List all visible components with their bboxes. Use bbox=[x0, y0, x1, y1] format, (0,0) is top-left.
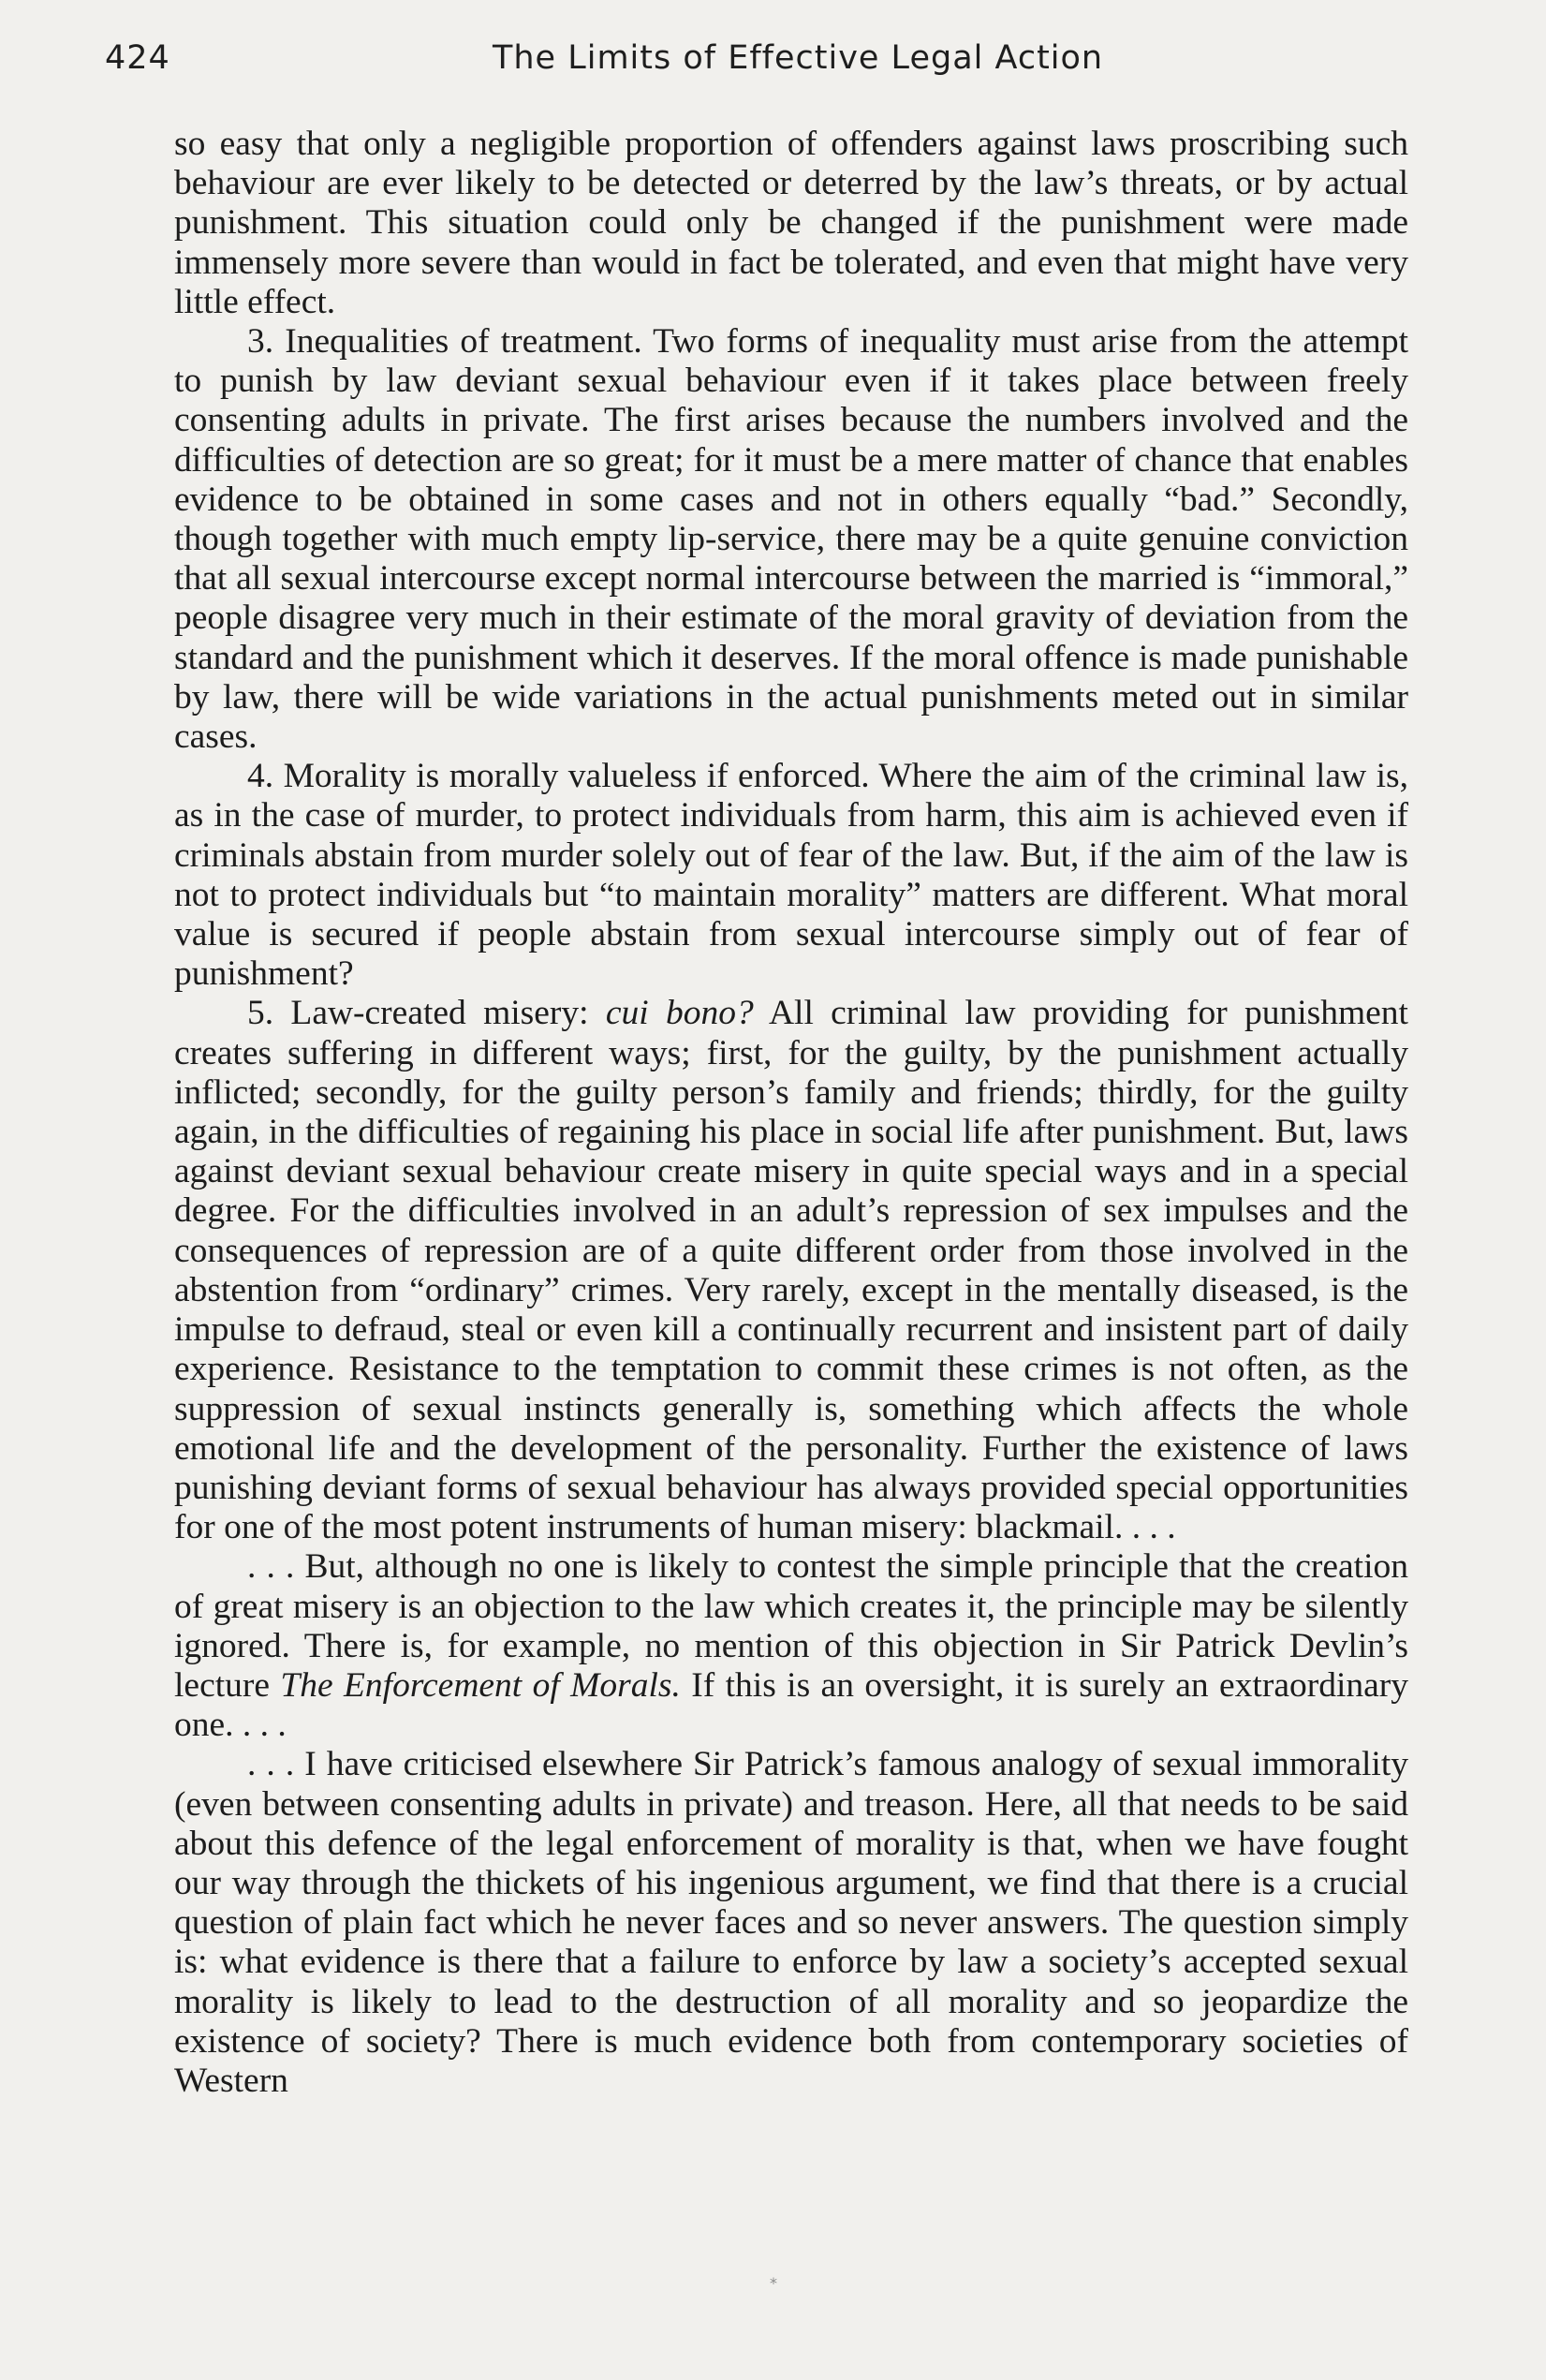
page-header bbox=[105, 39, 1416, 96]
text-run: . . . But, although no one is likely to contest the simple principle that the creation of great misery is an objection to the law which creates it, the principle may be silently ignored. There is, for example, no mention of this objection in Sir Patrick Devlin’s lecture bbox=[174, 1547, 1408, 1705]
page-number: 424 bbox=[105, 39, 170, 77]
paragraph-continuation: so easy that only a negligible proportion of offenders against laws proscribing such behaviour are ever likely to be detected or deterred by the law’s threats, or by actual punishment. This situation could only be changed if the punishment were made immensely more severe than would in fact be tolerated, and even that might have very little effect. bbox=[174, 125, 1408, 321]
paragraph-silently-ignored bbox=[174, 1547, 1408, 1745]
paragraph-law-created-misery bbox=[174, 994, 1408, 1547]
italic-book-title: The Enforcement of Morals. bbox=[280, 1665, 681, 1705]
body-text bbox=[174, 125, 1408, 2101]
text-run: 5. Law-created misery: bbox=[247, 994, 606, 1033]
paragraph-inequalities: 3. Inequalities of treatment. Two forms of inequality must arise from the attempt to punish by law deviant sexual behaviour even if it takes place between freely consenting adults in private. The first arises because the numbers involved and the difficulties of detection are so great; for it must be a mere matter of chance that enables evidence to be obtained in some cases and not in others equally “bad.” Secondly, though together with much empty lip-service, there may be a quite genuine conviction that all sexual intercourse except normal intercourse between the married is “immoral,” people disagree very much in their estimate of the moral gravity of deviation from the standard and the punishment which it deserves. If the moral offence is made punishable by law, there will be wide variations in the actual punishments meted out in similar cases. bbox=[174, 322, 1408, 757]
text-run: If this is an oversight, it is surely an extraordinary one. . . . bbox=[174, 1665, 1408, 1745]
paragraph-treason-analogy: . . . I have criticised elsewhere Sir Patrick’s famous analogy of sexual immorality (even between consenting adults in private) and treason. Here, all that needs to be said about this defence of the legal enforcement of morality is that, when we have fought our way through the thickets of his ingenious argument, we find that there is a crucial question of plain fact which he never faces and so never answers. The question simply is: what evidence is there that a failure to enforce by law a society’s accepted sexual morality is likely to lead to the destruction of all morality and so jeopardize the existence of society? There is much evidence both from contemporary societies of Western bbox=[174, 1745, 1408, 2100]
text-run: All criminal law providing for punishment creates suffering in different ways; first, for the guilty, by the punishment actually inflicted; secondly, for the guilty person’s family and friends; thirdly, for the guilty again, in the difficulties of regaining his place in social life after punishment. But, laws against deviant sexual behaviour create misery in quite special ways and in a special degree. For the difficulties involved in an adult’s repression of sex impulses and the consequences of repression are of a quite different order from those involved in the abstention from “ordinary” crimes. Very rarely, except in the mentally diseased, is the impulse to defraud, steal or even kill a continually recurrent and insistent part of daily experience. Resistance to the temptation to commit these crimes is not often, as the suppression of sexual instincts generally is, something which affects the whole emotional life and the development of the personality. Further the existence of laws punishing deviant forms of sexual behaviour has always provided special opportunities for one of the most potent instruments of human misery: blackmail. . . . bbox=[174, 994, 1408, 1547]
smudge-mark-icon: * bbox=[770, 2274, 777, 2292]
paragraph-morality-valueless: 4. Morality is morally valueless if enforced. Where the aim of the criminal law is, as in the case of murder, to protect individuals from harm, this aim is achieved even if criminals abstain from murder solely out of fear of the law. But, if the aim of the law is not to protect individuals but “to maintain morality” matters are different. What moral value is secured if people abstain from sexual intercourse simply out of fear of punishment? bbox=[174, 757, 1408, 994]
running-title: The Limits of Effective Legal Action bbox=[493, 39, 1104, 77]
italic-phrase: cui bono? bbox=[605, 994, 754, 1033]
